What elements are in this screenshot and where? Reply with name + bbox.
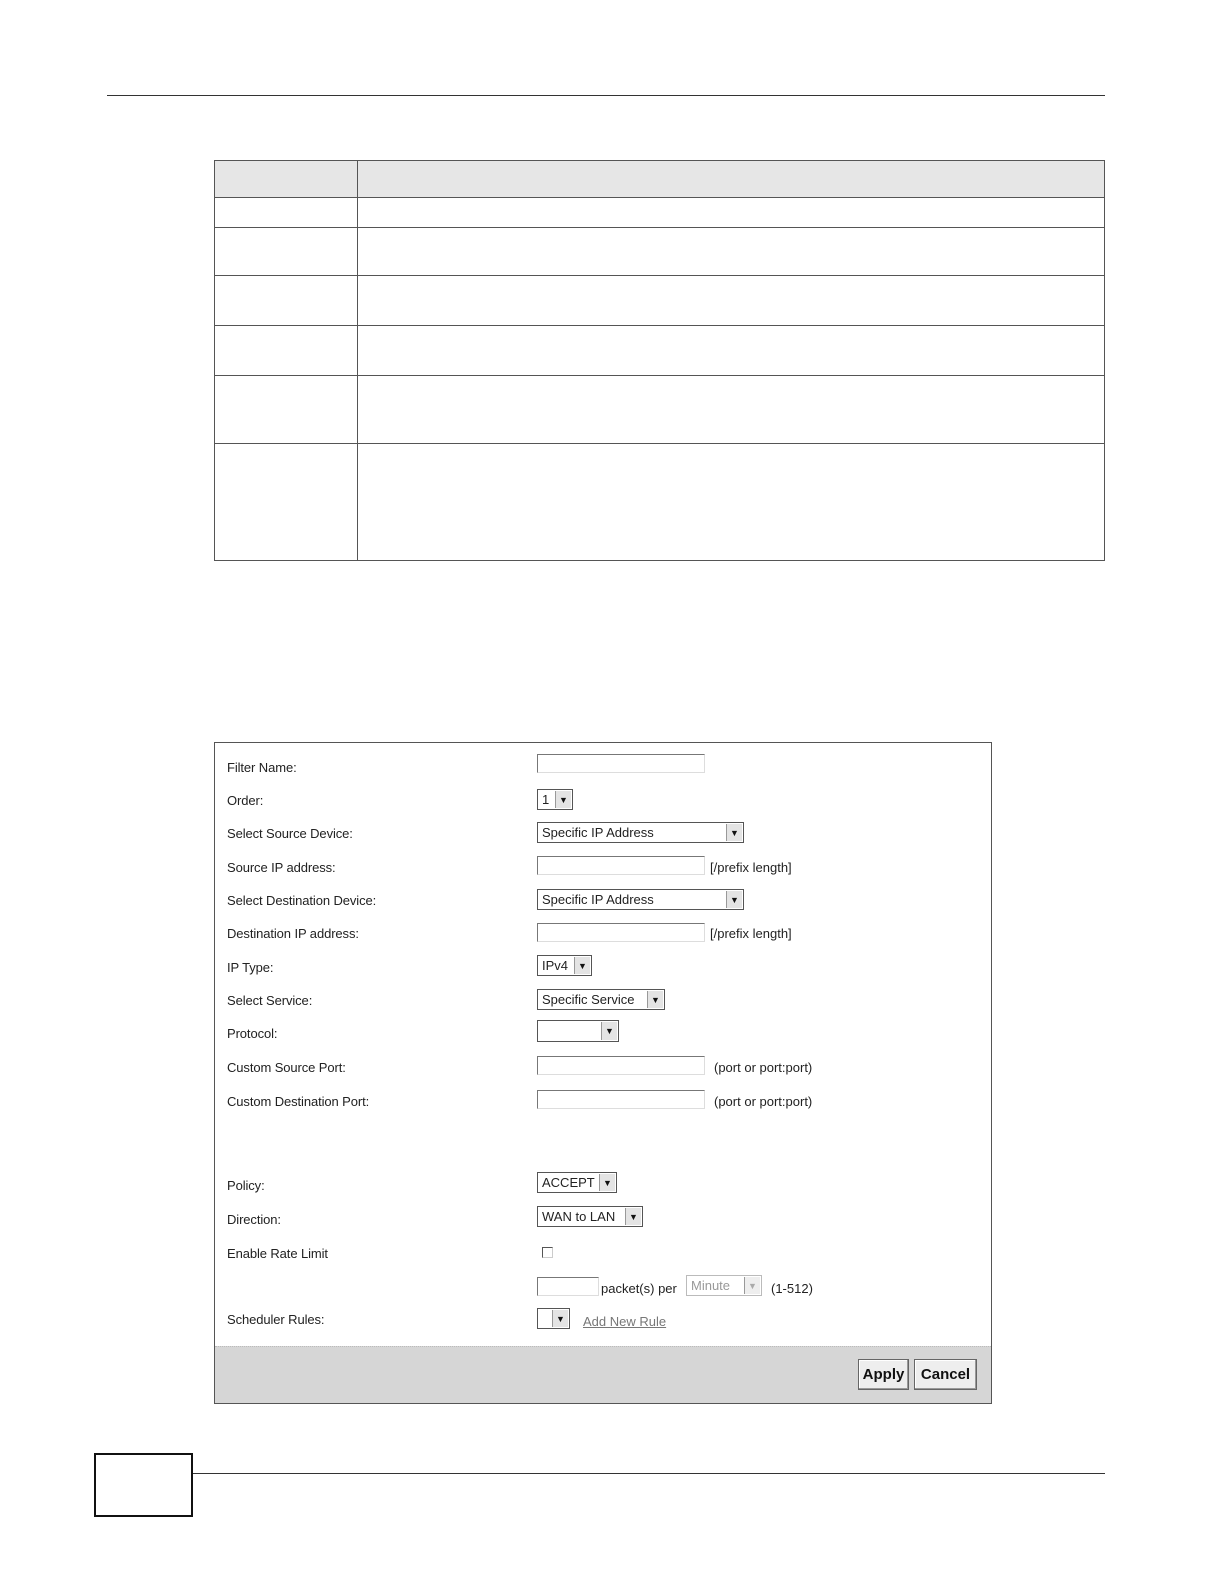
rate-unit-value: Minute — [691, 1278, 731, 1293]
protocol-label: Protocol: — [227, 1026, 278, 1041]
dest-ip-label: Destination IP address: — [227, 926, 359, 941]
policy-value: ACCEPT — [542, 1175, 595, 1190]
table-column-divider — [357, 161, 358, 560]
custom-dst-port-input[interactable] — [537, 1090, 705, 1109]
cancel-button[interactable]: Cancel — [914, 1359, 977, 1390]
dest-prefix-hint: [/prefix length] — [710, 926, 792, 941]
source-device-value: Specific IP Address — [542, 825, 654, 840]
table-row — [215, 198, 1104, 228]
custom-src-port-input[interactable] — [537, 1056, 705, 1075]
chevron-down-icon: ▼ — [625, 1208, 641, 1225]
src-port-hint: (port or port:port) — [714, 1060, 813, 1075]
chevron-down-icon: ▼ — [599, 1174, 615, 1191]
table-header-row — [215, 161, 1104, 198]
direction-label: Direction: — [227, 1212, 281, 1227]
chevron-down-icon: ▼ — [555, 791, 571, 808]
dest-device-value: Specific IP Address — [542, 892, 654, 907]
rate-limit-label: Enable Rate Limit — [227, 1246, 328, 1261]
chevron-down-icon: ▼ — [726, 891, 742, 908]
page-header-rule — [107, 95, 1105, 96]
ip-type-value: IPv4 — [542, 958, 569, 973]
source-ip-label: Source IP address: — [227, 860, 336, 875]
page-footer-rule — [193, 1473, 1105, 1474]
apply-button[interactable]: Apply — [858, 1359, 909, 1390]
source-device-select[interactable] — [537, 822, 744, 843]
filter-name-input[interactable] — [537, 754, 705, 773]
direction-value: WAN to LAN — [542, 1209, 616, 1224]
direction-select[interactable] — [537, 1206, 643, 1227]
ip-type-select[interactable] — [537, 955, 592, 976]
policy-label: Policy: — [227, 1178, 265, 1193]
table-row — [215, 228, 1104, 276]
dest-ip-input[interactable] — [537, 923, 705, 942]
dest-device-label: Select Destination Device: — [227, 893, 377, 908]
button-bar — [215, 1346, 991, 1403]
service-value: Specific Service — [542, 992, 635, 1007]
scheduler-label: Scheduler Rules: — [227, 1312, 325, 1327]
dest-device-select[interactable] — [537, 889, 744, 910]
rate-limit-checkbox[interactable] — [542, 1247, 553, 1258]
custom-dst-port-label: Custom Destination Port: — [227, 1094, 370, 1109]
chevron-down-icon: ▼ — [726, 824, 742, 841]
chevron-down-icon: ▼ — [601, 1022, 617, 1040]
order-label: Order: — [227, 793, 264, 808]
page-number-box — [94, 1453, 193, 1517]
service-label: Select Service: — [227, 993, 313, 1008]
table-row — [215, 376, 1104, 444]
table-row — [215, 276, 1104, 326]
protocol-select[interactable] — [537, 1020, 619, 1042]
firewall-rule-panel — [214, 742, 992, 1404]
order-select[interactable] — [537, 789, 573, 810]
dst-port-hint: (port or port:port) — [714, 1094, 813, 1109]
table-row — [215, 444, 1104, 560]
ip-type-label: IP Type: — [227, 960, 274, 975]
chevron-down-icon: ▼ — [647, 991, 663, 1008]
chevron-down-icon: ▼ — [744, 1277, 760, 1294]
add-new-rule-link[interactable]: Add New Rule — [583, 1314, 667, 1329]
description-table — [214, 160, 1105, 561]
filter-name-label: Filter Name: — [227, 760, 297, 775]
policy-select[interactable] — [537, 1172, 617, 1193]
chevron-down-icon: ▼ — [574, 957, 590, 974]
packets-count-input[interactable] — [537, 1277, 599, 1296]
custom-src-port-label: Custom Source Port: — [227, 1060, 346, 1075]
order-select-value: 1 — [542, 792, 550, 807]
packets-per-label: packet(s) per — [601, 1281, 677, 1296]
source-device-label: Select Source Device: — [227, 826, 353, 841]
scheduler-select[interactable] — [537, 1308, 570, 1329]
chevron-down-icon: ▼ — [552, 1310, 568, 1327]
table-row — [215, 326, 1104, 376]
source-prefix-hint: [/prefix length] — [710, 860, 792, 875]
rate-unit-select[interactable] — [686, 1275, 762, 1296]
rate-range-hint: (1-512) — [771, 1281, 813, 1296]
service-select[interactable] — [537, 989, 665, 1010]
source-ip-input[interactable] — [537, 856, 705, 875]
